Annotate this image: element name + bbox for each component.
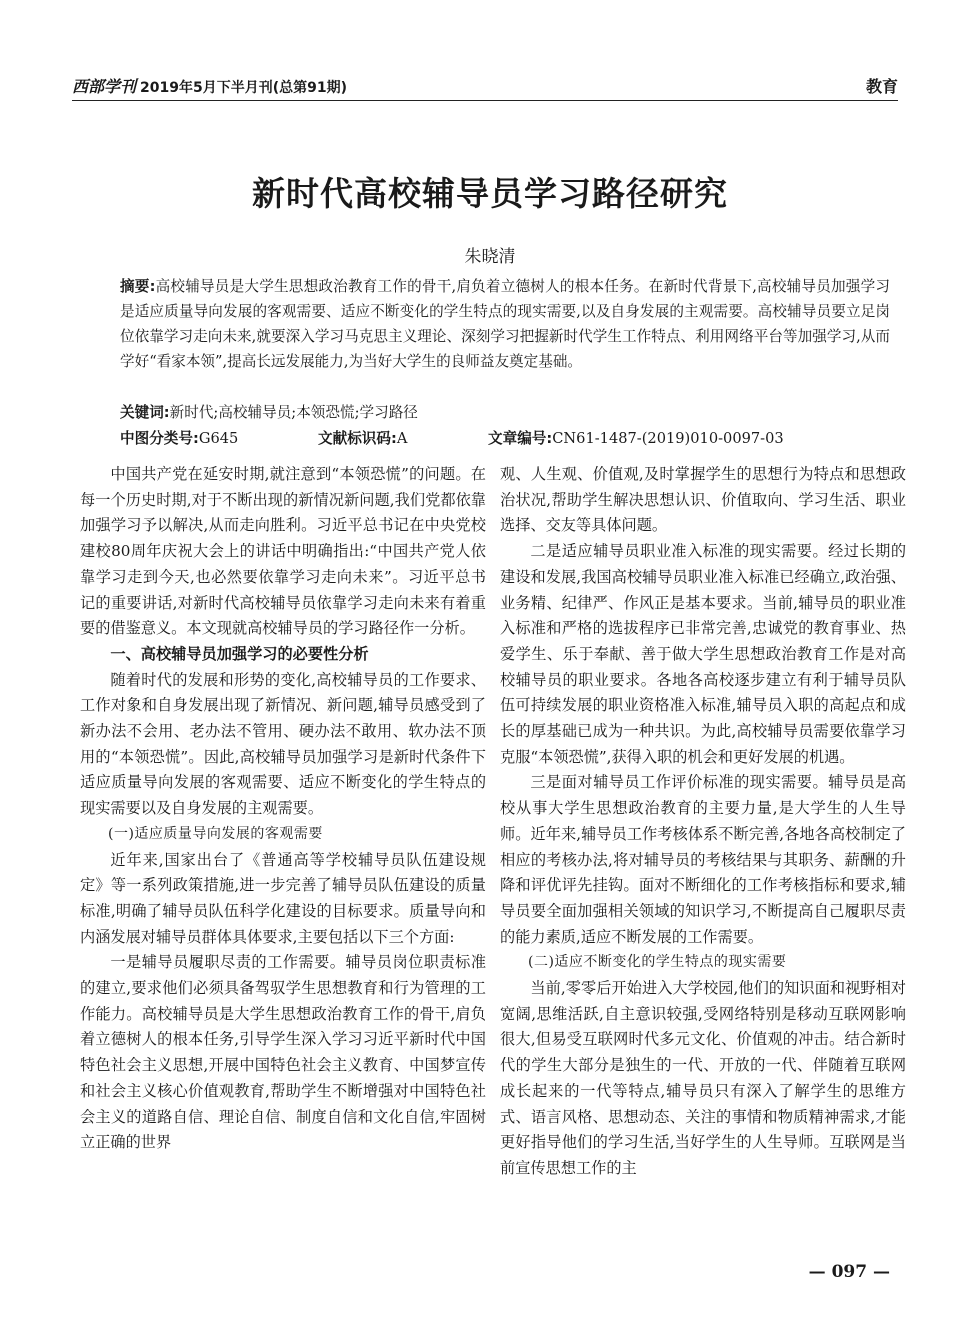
keywords-text: 新时代;高校辅导员;本领恐慌;学习路径 bbox=[169, 404, 418, 421]
header-divider bbox=[72, 100, 898, 101]
body-paragraph: 随着时代的发展和形势的变化,高校辅导员的工作要求、工作对象和自身发展出现了新情况、新问题,辅导员感受到了新办法不会用、老办法不管用、硬办法不敢用、软办法不顶用的“本领恐慌”。因此,高校辅导员加强学习是新时代条件下适应质量导向发展的客观需要、适应不断变化的学生特点的现实需要以及自身发展的主观需要。 bbox=[80, 670, 486, 818]
article-title: 新时代高校辅导员学习路径研究 bbox=[252, 174, 728, 213]
clc-value: G645 bbox=[198, 430, 239, 447]
document-code bbox=[318, 427, 407, 448]
body-column-right bbox=[500, 462, 906, 1182]
body-paragraph: 中国共产党在延安时期,就注意到“本领恐慌”的问题。在每一个历史时期,对于不断出现的新情况新问题,我们党都依靠加强学习予以解决,从而走向胜利。习近平总书记在中央党校建校80周年庆祝大会上的讲话中明确指出:“中国共产党人依靠学习走到今天,也必然要依靠学习走向未来”。习近平总书记的重要讲话,对新时代高校辅导员依靠学习走向未来有着重要的借鉴意义。本文现就高校辅导员的学习路径作一分析。 bbox=[80, 465, 486, 638]
body-column-left bbox=[80, 462, 486, 1156]
body-paragraph: 观、人生观、价值观,及时掌握学生的思想行为特点和思想政治状况,帮助学生解决思想认识、价值取向、学习生活、职业选择、交友等具体问题。 bbox=[500, 465, 906, 535]
body-paragraph: 当前,零零后开始进入大学校园,他们的知识面和视野相对宽阔,思维活跃,自主意识较强,受网络特别是移动互联网影响很大,但易受互联网时代多元文化、价值观的冲击。结合新时代的学生大部分是独生的一代、开放的一代、伴随着互联网成长起来的一代等特点,辅导员只有深入了解学生的思维方式、语言风格、思想动态、关注的事情和物质精神需求,才能更好指导他们的学习生活,当好学生的人生导师。互联网是当前宣传思想工作的主 bbox=[500, 979, 906, 1177]
body-paragraph: 三是面对辅导员工作评价标准的现实需要。辅导员是高校从事大学生思想政治教育的主要力量,是大学生的人生导师。近年来,辅导员工作考核体系不断完善,各地各高校制定了相应的考核办法,将对辅导员的考核结果与其职务、薪酬的升降和评优评先挂钩。面对不断细化的工作考核指标和要求,辅导员要全面加强相关领域的知识学习,不断提高自己履职尽责的能力素质,适应不断发展的工作需要。 bbox=[500, 773, 906, 946]
abstract bbox=[120, 274, 890, 374]
abstract-text: 高校辅导员是大学生思想政治教育工作的骨干,肩负着立德树人的根本任务。在新时代背景下,高校辅导员加强学习是适应质量导向发展的客观需要、适应不断变化的学生特点的现实需要,以及自身发展的主观需要。高校辅导员要立足岗位依靠学习走向未来,就要深入学习马克思主义理论、深刻学习把握新时代学生工作特点、利用网络平台等加强学习,从而学好“看家本领”,提高长远发展能力,为当好大学生的良师益友奠定基础。 bbox=[120, 278, 890, 370]
abstract-label: 摘要: bbox=[120, 278, 156, 295]
journal-info bbox=[72, 74, 347, 97]
article-no-value: CN61-1487-(2019)010-0097-03 bbox=[552, 430, 784, 447]
clc-label: 中图分类号: bbox=[120, 430, 199, 447]
journal-issue: 2019年5月下半月刊(总第91期) bbox=[140, 80, 348, 96]
section-heading: 一、高校辅导员加强学习的必要性分析 bbox=[110, 644, 369, 663]
subsection-heading: (二)适应不断变化的学生特点的现实需要 bbox=[528, 954, 787, 971]
doc-code-value: A bbox=[396, 430, 408, 447]
subsection-heading: (一)适应质量导向发展的客观需要 bbox=[108, 825, 323, 842]
journal-name: 西部学刊 bbox=[72, 77, 137, 96]
running-header bbox=[72, 72, 898, 98]
body-paragraph: 近年来,国家出台了《普通高等学校辅导员队伍建设规定》等一系列政策措施,进一步完善了辅导员队伍建设的质量标准,明确了辅导员队伍科学化建设的目标要求。质量导向和内涵发展对辅导员群体具体要求,主要包括以下三个方面: bbox=[80, 850, 486, 946]
keywords-label: 关键词: bbox=[120, 404, 170, 421]
article-number bbox=[488, 427, 784, 448]
doc-code-label: 文献标识码: bbox=[318, 430, 397, 447]
keywords bbox=[120, 401, 418, 422]
body-paragraph: 二是适应辅导员职业准入标准的现实需要。经过长期的建设和发展,我国高校辅导员职业准入标准已经确立,政治强、业务精、纪律严、作风正是基本要求。当前,辅导员的职业准入标准和严格的选拔程序已非常完善,忠诚党的教育事业、热爱学生、乐于奉献、善于做大学生思想政治教育工作是对高校辅导员的职业要求。各地各高校逐步建立有利于辅导员队伍可持续发展的职业资格准入标准,辅导员入职的高起点和成长的厚基础已成为一种共识。为此,高校辅导员需要依靠学习克服“本领恐慌”,获得入职的机会和更好发展的机遇。 bbox=[500, 542, 906, 766]
clc-number bbox=[120, 427, 238, 448]
article-no-label: 文章编号: bbox=[488, 430, 553, 447]
section-label: 教育 bbox=[865, 77, 898, 96]
article-author: 朱晓清 bbox=[464, 247, 516, 267]
body-paragraph: 一是辅导员履职尽责的工作需要。辅导员岗位职责标准的建立,要求他们必须具备驾驭学生思想教育和行为管理的工作能力。高校辅导员是大学生思想政治教育工作的骨干,肩负着立德树人的根本任务,引导学生深入学习习近平新时代中国特色社会主义思想,开展中国特色社会主义教育、中国梦宣传和社会主义核心价值观教育,帮助学生不断增强对中国特色社会主义的道路自信、理论自信、制度自信和文化自信,牢固树立正确的世界 bbox=[80, 953, 486, 1152]
page-number: — 097 — bbox=[808, 1262, 890, 1282]
